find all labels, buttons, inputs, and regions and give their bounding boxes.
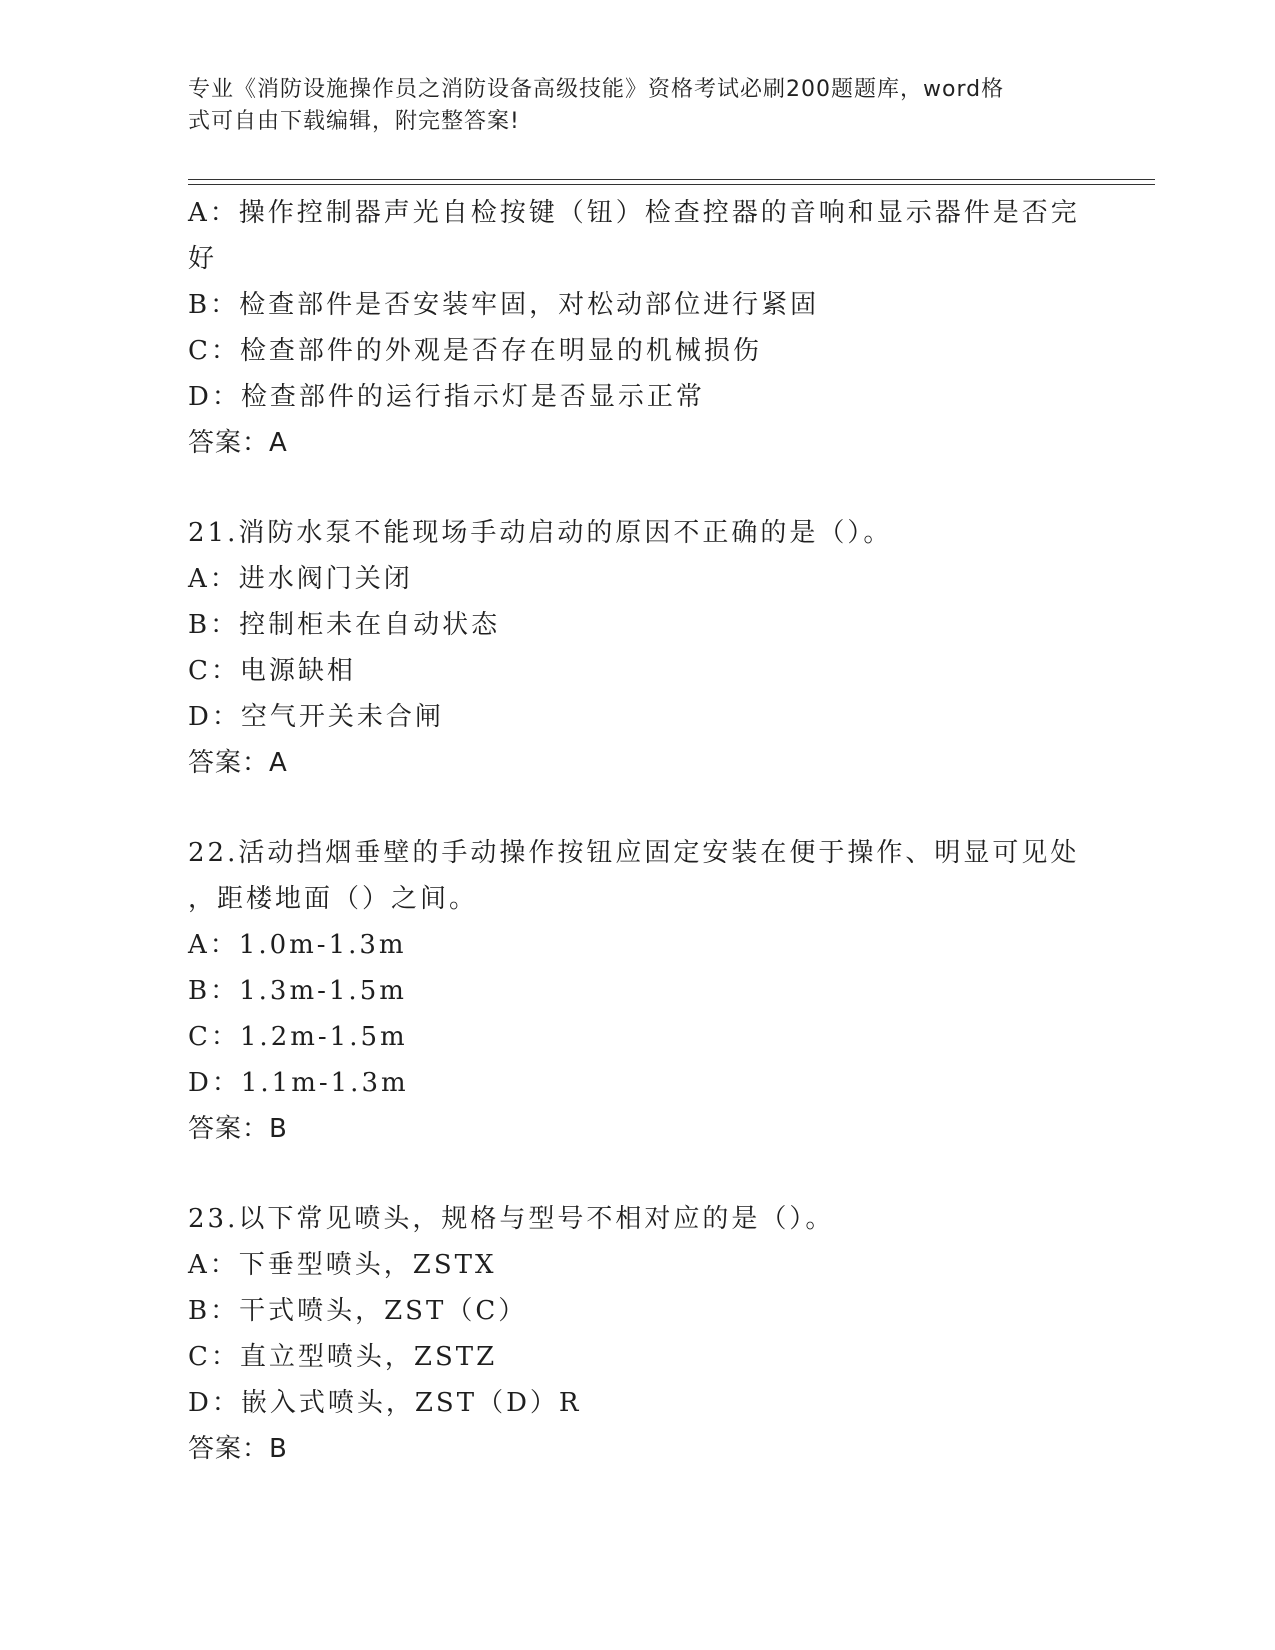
option-b: B：检查部件是否安装牢固，对松动部位进行紧固 bbox=[188, 290, 820, 320]
option-b: B：控制柜未在自动状态 bbox=[188, 610, 501, 640]
question-text: 23.以下常见喷头，规格与型号不相对应的是（）。 bbox=[188, 1204, 835, 1234]
option-c: C：电源缺相 bbox=[188, 656, 356, 686]
option-a: A：1.0m-1.3m bbox=[188, 930, 407, 960]
option-a-line-1: A：操作控制器声光自检按键（钮）检查控器的音响和显示器件是否完 bbox=[188, 198, 1080, 228]
question-block-21 bbox=[188, 510, 1088, 786]
option-a-line-2: 好 bbox=[188, 244, 218, 274]
option-d: D：1.1m-1.3m bbox=[188, 1068, 409, 1098]
answer-label: 答案：B bbox=[188, 1434, 288, 1464]
question-text-line-2: ，距楼地面（）之间。 bbox=[188, 884, 479, 914]
header-line-2: 式可自由下载编辑，附完整答案! bbox=[188, 109, 520, 134]
question-text: 21.消防水泵不能现场手动启动的原因不正确的是（）。 bbox=[188, 518, 893, 548]
header-line-1: 专业《消防设施操作员之消防设备高级技能》资格考试必刷200题题库，word格 bbox=[188, 77, 1005, 102]
header-divider-bottom bbox=[188, 184, 1155, 185]
answer-label: 答案：A bbox=[188, 748, 288, 778]
option-d: D：嵌入式喷头，ZST（D）R bbox=[188, 1388, 582, 1418]
question-block-23 bbox=[188, 1196, 1088, 1472]
question-text-line-1: 22.活动挡烟垂壁的手动操作按钮应固定安装在便于操作、明显可见处 bbox=[188, 838, 1080, 868]
option-d: D：空气开关未合闸 bbox=[188, 702, 444, 732]
question-block-22 bbox=[188, 830, 1088, 1152]
option-d: D：检查部件的运行指示灯是否显示正常 bbox=[188, 382, 705, 412]
question-block-20 bbox=[188, 190, 1088, 466]
question-list bbox=[188, 190, 1088, 1472]
option-c: C：检查部件的外观是否存在明显的机械损伤 bbox=[188, 336, 762, 366]
option-b: B：1.3m-1.5m bbox=[188, 976, 407, 1006]
option-c: C：1.2m-1.5m bbox=[188, 1022, 408, 1052]
answer-label: 答案：A bbox=[188, 428, 288, 458]
answer-label: 答案：B bbox=[188, 1114, 288, 1144]
option-b: B：干式喷头，ZST（C） bbox=[188, 1296, 528, 1326]
header-divider-top bbox=[188, 179, 1155, 180]
document-header bbox=[188, 74, 1068, 138]
option-a: A：进水阀门关闭 bbox=[188, 564, 413, 594]
option-a: A：下垂型喷头，ZSTX bbox=[188, 1250, 497, 1280]
option-c: C：直立型喷头，ZSTZ bbox=[188, 1342, 498, 1372]
